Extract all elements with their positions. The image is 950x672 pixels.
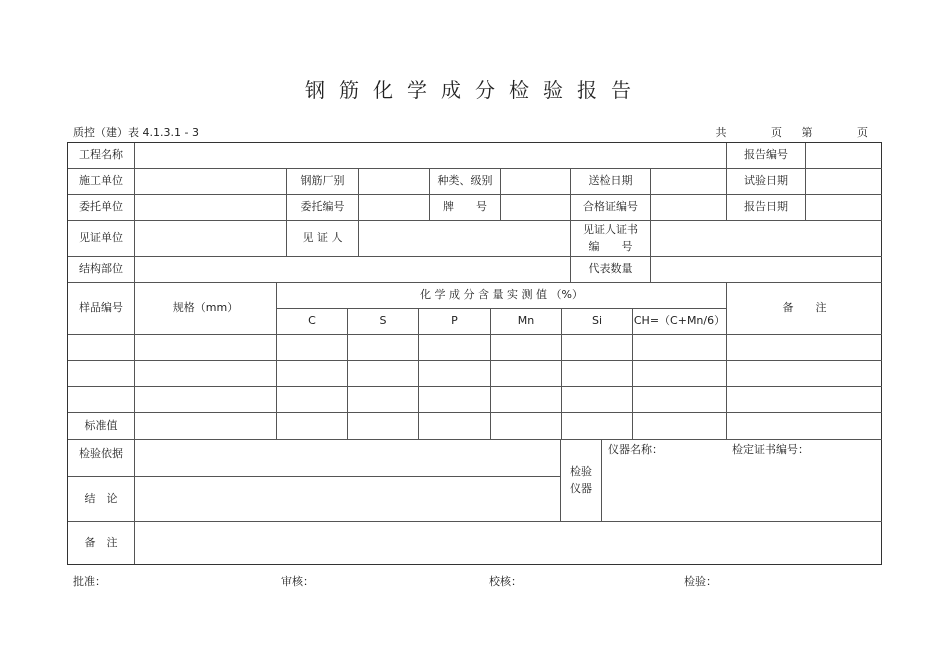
remark-row-field[interactable] <box>135 522 882 564</box>
sample-row-2-c-cell[interactable] <box>277 361 348 387</box>
sample-row-1-sample-no-cell[interactable] <box>68 335 135 361</box>
spec-header: 规格（mm） <box>135 283 277 335</box>
check-label: 校核： <box>489 575 522 588</box>
sample-row-1-si-cell[interactable] <box>562 335 633 361</box>
client-unit-field[interactable] <box>135 195 287 221</box>
element-s-header: S <box>348 309 419 335</box>
test-date-label: 试验日期 <box>727 169 806 195</box>
instrument-label-line1: 检验 <box>570 465 592 478</box>
sample-no-header: 样品编号 <box>68 283 135 335</box>
construction-unit-field[interactable] <box>135 169 287 195</box>
witness-cert-label-line2: 编 号 <box>588 239 633 253</box>
instrument-name-label: 仪器名称： <box>608 443 663 456</box>
sample-row-2-remark-cell[interactable] <box>727 361 882 387</box>
client-no-field[interactable] <box>359 195 430 221</box>
sample-row-3-c-cell[interactable] <box>277 387 348 413</box>
report-date-label: 报告日期 <box>727 195 806 221</box>
sample-row-2-si-cell[interactable] <box>562 361 633 387</box>
sample-row-2-p-cell[interactable] <box>419 361 491 387</box>
structure-part-label: 结构部位 <box>68 257 135 283</box>
witness-cert-label <box>571 221 651 257</box>
standard-c-cell[interactable] <box>277 413 348 440</box>
type-grade-field[interactable] <box>501 169 571 195</box>
instrument-label-line2: 仪器 <box>570 481 592 495</box>
sample-row-1-p-cell[interactable] <box>419 335 491 361</box>
standard-si-cell[interactable] <box>562 413 633 440</box>
form-code: 质控（建）表 4.1.3.1 - 3 <box>73 126 199 139</box>
standard-p-cell[interactable] <box>419 413 491 440</box>
sample-row-1-spec-cell[interactable] <box>135 335 277 361</box>
sample-row-2-s-cell[interactable] <box>348 361 419 387</box>
page-current-label: 第 <box>801 126 813 139</box>
calib-cert-label: 检定证书编号： <box>732 443 809 456</box>
witness-unit-label: 见证单位 <box>68 221 135 257</box>
page-total-blank[interactable] <box>746 126 757 139</box>
element-p-header: P <box>419 309 491 335</box>
witness-field[interactable] <box>359 221 571 257</box>
standard-remark-cell[interactable] <box>727 413 882 440</box>
review-label: 审核： <box>281 575 314 588</box>
page-current-blank[interactable] <box>832 126 843 139</box>
steel-factory-label: 钢筋厂别 <box>287 169 359 195</box>
standard-spec-cell[interactable] <box>135 413 277 440</box>
brand-field[interactable] <box>501 195 571 221</box>
page-total-label: 共 <box>715 126 727 139</box>
sample-row-2-spec-cell[interactable] <box>135 361 277 387</box>
sample-row-1-mn-cell[interactable] <box>491 335 562 361</box>
brand-label: 牌 号 <box>430 195 501 221</box>
report-no-field[interactable] <box>806 143 882 169</box>
sample-row-1-ch-cell[interactable] <box>633 335 727 361</box>
basis-label: 检验依据 <box>68 440 135 477</box>
approve-label: 批准： <box>73 575 106 588</box>
sample-row-2-mn-cell[interactable] <box>491 361 562 387</box>
standard-value-label: 标准值 <box>68 413 135 440</box>
sample-row-3-sample-no-cell[interactable] <box>68 387 135 413</box>
report-date-field[interactable] <box>806 195 882 221</box>
element-mn-header: Mn <box>491 309 562 335</box>
element-si-header: Si <box>562 309 633 335</box>
client-no-label: 委托编号 <box>287 195 359 221</box>
witness-unit-field[interactable] <box>135 221 287 257</box>
test-date-field[interactable] <box>806 169 882 195</box>
sample-row-3-ch-cell[interactable] <box>633 387 727 413</box>
basis-field[interactable] <box>135 440 561 477</box>
type-grade-label: 种类、级别 <box>430 169 501 195</box>
sample-row-3-p-cell[interactable] <box>419 387 491 413</box>
remark-column-header: 备 注 <box>727 283 882 335</box>
project-name-field[interactable] <box>135 143 727 169</box>
sample-row-3-spec-cell[interactable] <box>135 387 277 413</box>
sample-row-3-remark-cell[interactable] <box>727 387 882 413</box>
witness-cert-label-line1: 见证人证书 <box>583 223 638 236</box>
rep-qty-label: 代表数量 <box>571 257 651 283</box>
chem-content-header: 化 学 成 分 含 量 实 测 值 （%） <box>277 283 727 309</box>
construction-unit-label: 施工单位 <box>68 169 135 195</box>
instrument-field[interactable] <box>602 440 882 522</box>
certificate-no-field[interactable] <box>651 195 727 221</box>
rep-qty-field[interactable] <box>651 257 882 283</box>
structure-part-field[interactable] <box>135 257 571 283</box>
report-table <box>67 142 882 565</box>
sample-row-3-si-cell[interactable] <box>562 387 633 413</box>
page-unit-label: 页 <box>771 126 782 139</box>
certificate-no-label: 合格证编号 <box>571 195 651 221</box>
client-unit-label: 委托单位 <box>68 195 135 221</box>
submit-date-label: 送检日期 <box>571 169 651 195</box>
witness-label: 见 证 人 <box>287 221 359 257</box>
submit-date-field[interactable] <box>651 169 727 195</box>
project-name-label: 工程名称 <box>68 143 135 169</box>
conclusion-field[interactable] <box>135 477 561 522</box>
page-title: 钢筋化学成分检验报告 <box>305 78 645 102</box>
instrument-label <box>561 440 602 522</box>
standard-mn-cell[interactable] <box>491 413 562 440</box>
sample-row-1-remark-cell[interactable] <box>727 335 882 361</box>
witness-cert-field[interactable] <box>651 221 882 257</box>
page-indicator <box>702 124 869 140</box>
steel-factory-field[interactable] <box>359 169 430 195</box>
report-no-label: 报告编号 <box>727 143 806 169</box>
conclusion-label: 结 论 <box>68 477 135 522</box>
standard-s-cell[interactable] <box>348 413 419 440</box>
sample-row-2-ch-cell[interactable] <box>633 361 727 387</box>
sample-row-3-s-cell[interactable] <box>348 387 419 413</box>
inspect-label: 检验： <box>684 575 717 588</box>
page-unit2-label: 页 <box>857 126 868 139</box>
sample-row-3-mn-cell[interactable] <box>491 387 562 413</box>
remark-row-label: 备 注 <box>68 522 135 564</box>
sample-row-1-s-cell[interactable] <box>348 335 419 361</box>
element-ch-header: CH=（C+Mn/6） <box>633 309 727 335</box>
element-c-header: C <box>277 309 348 335</box>
sample-row-2-sample-no-cell[interactable] <box>68 361 135 387</box>
standard-ch-cell[interactable] <box>633 413 727 440</box>
sample-row-1-c-cell[interactable] <box>277 335 348 361</box>
